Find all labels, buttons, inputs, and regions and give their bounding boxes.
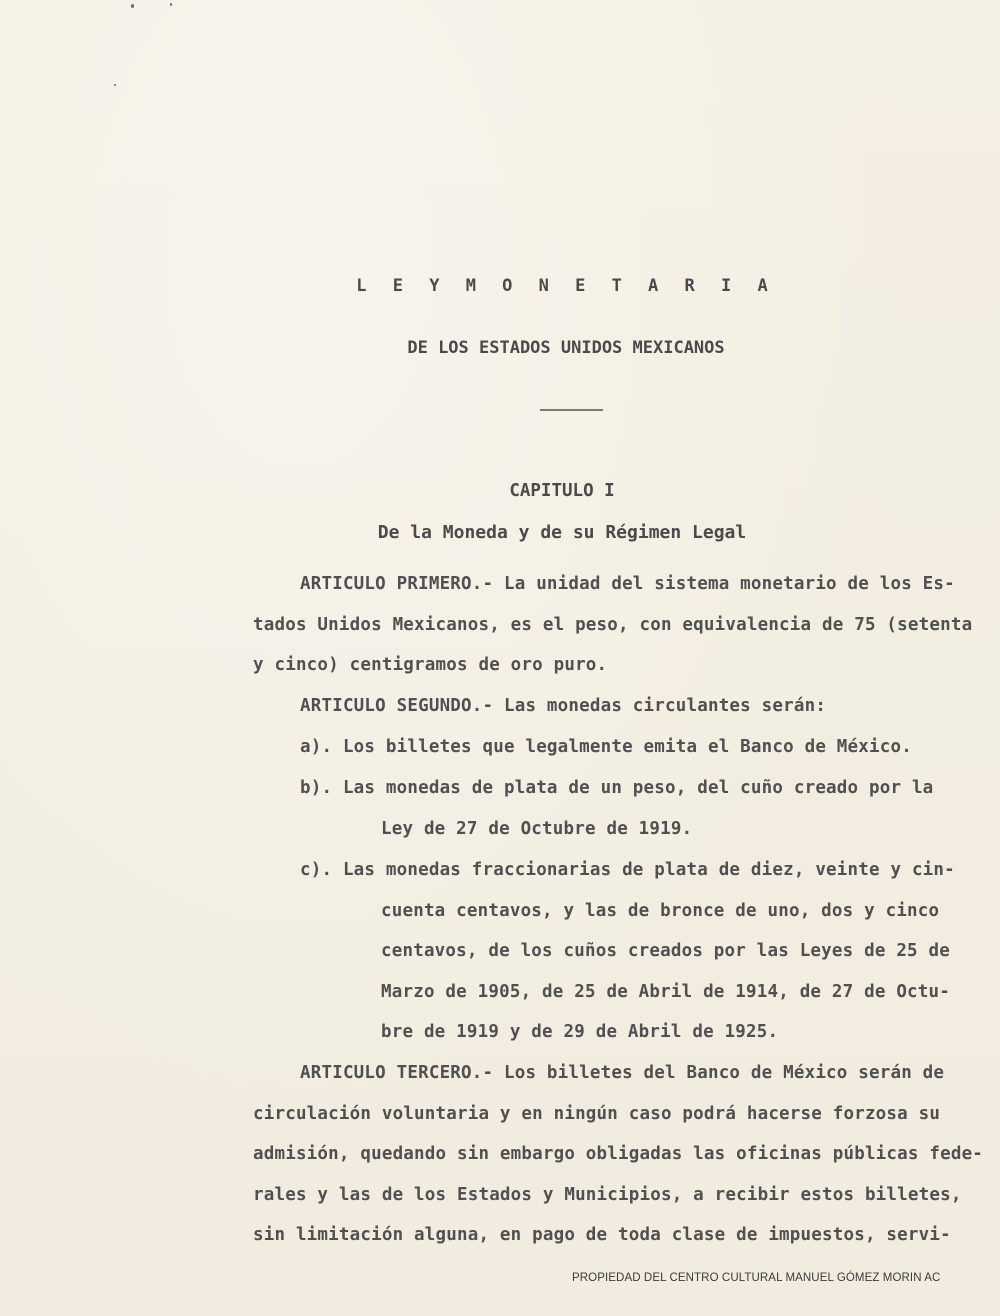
text-line: tados Unidos Mexicanos, es el peso, con equivalencia de 75 (setenta (253, 615, 973, 635)
text-line: ARTICULO PRIMERO.- La unidad del sistema monetario de los Es- (300, 574, 955, 594)
text-line: sin limitación alguna, en pago de toda clase de impuestos, servi- (253, 1225, 951, 1245)
text-line: centavos, de los cuños creados por las Leyes de 25 de (381, 941, 951, 961)
text-line: ARTICULO SEGUNDO.- Las monedas circulantes serán: (300, 696, 827, 716)
text-line: ARTICULO TERCERO.- Los billetes del Banco de México serán de (300, 1063, 945, 1083)
list-item-a: a). Los billetes que legalmente emita el Banco de México. (300, 737, 912, 757)
scan-speck (131, 4, 134, 8)
scan-speck (170, 3, 172, 6)
text-line: Ley de 27 de Octubre de 1919. (381, 819, 693, 839)
document-title: L E Y M O N E T A R I A (356, 276, 776, 296)
list-item-c: c). Las monedas fraccionarias de plata de diez, veinte y cin- (300, 860, 955, 880)
text-line: circulación voluntaria y en ningún caso podrá hacerse forzosa su (253, 1104, 941, 1124)
title-divider (540, 409, 603, 411)
chapter-heading: CAPITULO I (509, 481, 615, 501)
list-item-b: b). Las monedas de plata de un peso, del cuño creado por la (300, 778, 934, 798)
text-line: cuenta centavos, y las de bronce de uno, dos y cinco (381, 901, 940, 921)
ownership-watermark: PROPIEDAD DEL CENTRO CULTURAL MANUEL GÓMEZ MORIN AC (572, 1272, 941, 1284)
text-line: admisión, quedando sin embargo obligadas las oficinas públicas fede- (253, 1144, 984, 1164)
text-line: Marzo de 1905, de 25 de Abril de 1914, de 27 de Octu- (381, 982, 951, 1002)
text-line: rales y las de los Estados y Municipios, a recibir estos billetes, (253, 1185, 962, 1205)
document-subtitle: DE LOS ESTADOS UNIDOS MEXICANOS (407, 338, 725, 358)
text-line: bre de 1919 y de 29 de Abril de 1925. (381, 1022, 779, 1042)
text-line: y cinco) centigramos de oro puro. (253, 655, 608, 675)
scan-speck (114, 84, 116, 86)
chapter-title: De la Moneda y de su Régimen Legal (377, 522, 747, 543)
